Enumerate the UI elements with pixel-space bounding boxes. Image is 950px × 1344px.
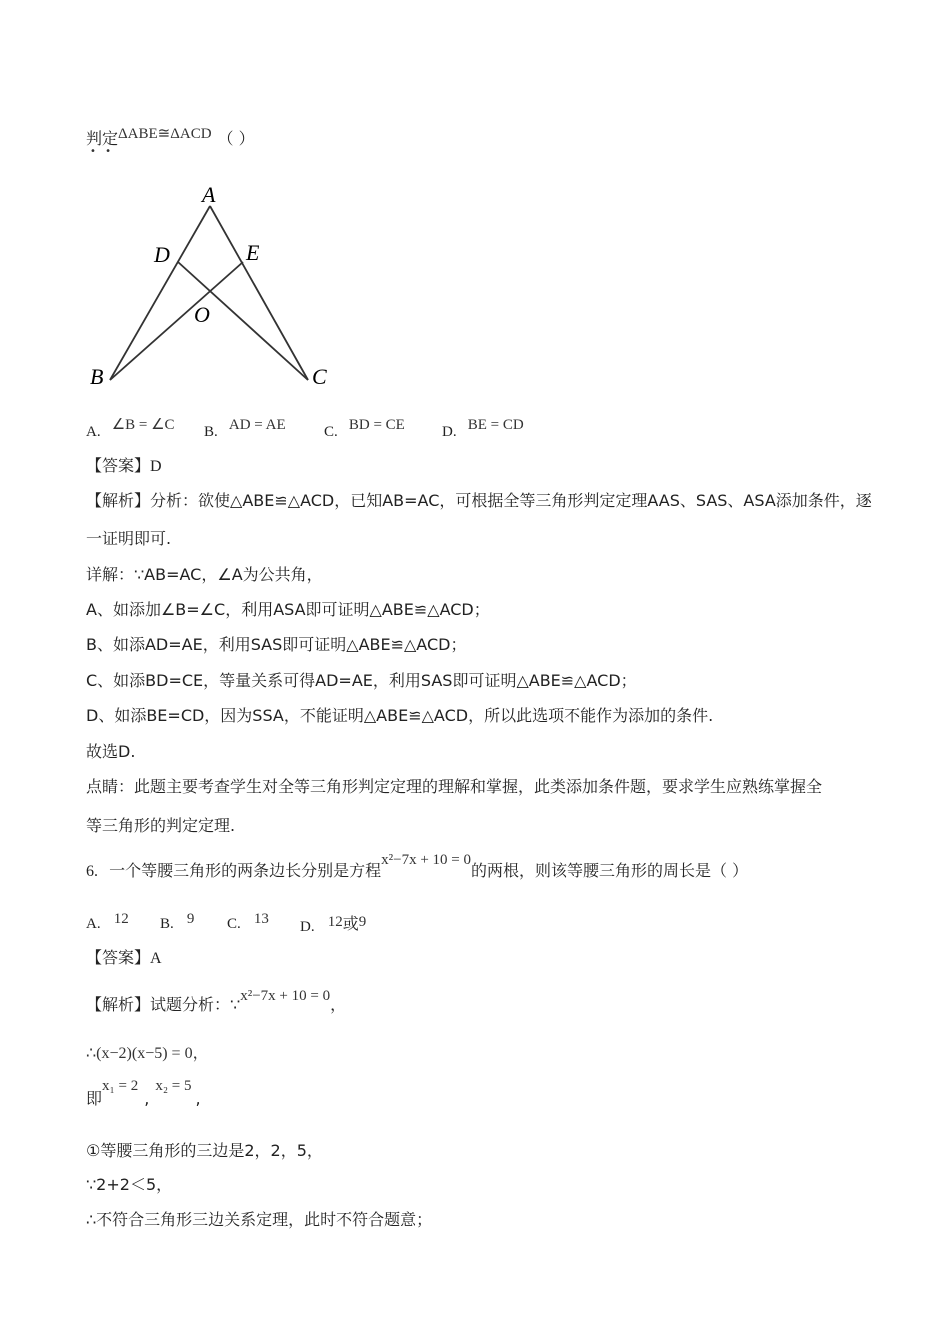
- q5-case-a: A、如添加∠B=∠C，利用ASA即可证明△ABE≌△ACD；: [86, 600, 490, 619]
- q6-stem: 6. 一个等腰三角形的两条边长分别是方程x²−7x + 10 = 0的两根，则该等腰三角形的周长是（ ）: [86, 852, 749, 880]
- answer-label: 【答案】: [86, 456, 151, 475]
- q6-case1: ①等腰三角形的三边是2，2，5，: [86, 1141, 323, 1160]
- q6-option-c[interactable]: C. 13: [227, 911, 269, 932]
- line-AC: [210, 206, 308, 380]
- triangle-figure: [80, 176, 350, 396]
- q5-comment-line1: 点睛：此题主要考查学生对全等三角形判定定理的理解和掌握，此类添加条件题，要求学生应熟练掌握全: [86, 777, 823, 796]
- q5-option-a[interactable]: A. ∠B = ∠C: [86, 417, 175, 440]
- q5-case-c: C、如添BD=CE，等量关系可得AD=AE，利用SAS即可证明△ABE≌△ACD；: [86, 671, 637, 690]
- q5-answer: [86, 453, 162, 476]
- answer-value: D: [150, 458, 162, 475]
- q5-option-d[interactable]: D. BE = CD: [442, 417, 524, 440]
- label-D: D: [154, 242, 170, 267]
- q5-option-b[interactable]: B. AD = AE: [204, 417, 286, 440]
- q5-choice: 故选D.: [86, 742, 136, 761]
- q5-stem-paren: （ ）: [217, 129, 255, 148]
- label-B: B: [90, 364, 104, 389]
- q5-case-b: B、如添AD=AE，利用SAS即可证明△ABE≌△ACD；: [86, 635, 467, 654]
- q6-analysis: 【解析】试题分析：∵x²−7x + 10 = 0，: [86, 988, 347, 1014]
- q5-stem-math: ΔABE≅ΔACD: [118, 126, 212, 142]
- q6-equation: x²−7x + 10 = 0: [381, 852, 471, 868]
- label-C: C: [312, 364, 327, 389]
- q5-comment-line2: 等三角形的判定定理.: [86, 816, 236, 835]
- q5-analysis-line1: 【解析】分析：欲使△ABE≌△ACD，已知AB=AC，可根据全等三角形判定定理AAS、SAS、ASA添加条件，逐: [86, 491, 872, 510]
- label-E: E: [246, 240, 260, 265]
- line-BE: [110, 262, 243, 380]
- q5-stem-prefix: 判定: [86, 129, 119, 148]
- root-2: x₂ = 5: [155, 1078, 192, 1094]
- q6-answer: 【答案】A: [86, 948, 162, 967]
- emphasis-dots: • •: [90, 146, 114, 157]
- label-A: A: [202, 182, 216, 207]
- q5-option-c[interactable]: C. BD = CE: [324, 417, 405, 440]
- q6-option-b[interactable]: B. 9: [160, 911, 195, 932]
- q6-roots: 即x₁ = 2,x₂ = 5,: [86, 1078, 201, 1108]
- q6-conclusion: ∴不符合三角形三边关系定理，此时不符合题意；: [86, 1210, 433, 1229]
- q5-analysis-line2: 一证明即可.: [86, 529, 172, 548]
- label-O: O: [194, 302, 210, 327]
- line-AB: [110, 206, 210, 380]
- q6-inequality: ∵2+2＜5，: [86, 1175, 173, 1194]
- q6-number: 6.: [86, 863, 98, 880]
- q6-option-d[interactable]: D. 12或9: [300, 914, 367, 935]
- q5-case-d: D、如添BE=CD，因为SSA，不能证明△ABE≌△ACD，所以此选项不能作为添加的条件.: [86, 706, 714, 725]
- q5-detail: 详解：∵AB=AC，∠A为公共角，: [86, 565, 323, 584]
- q6-factor: ∴(x−2)(x−5) = 0，: [86, 1045, 209, 1062]
- q6-option-a[interactable]: A. 12: [86, 911, 129, 932]
- root-1: x₁ = 2: [102, 1078, 139, 1094]
- q6-equation-2: x²−7x + 10 = 0: [240, 988, 331, 1004]
